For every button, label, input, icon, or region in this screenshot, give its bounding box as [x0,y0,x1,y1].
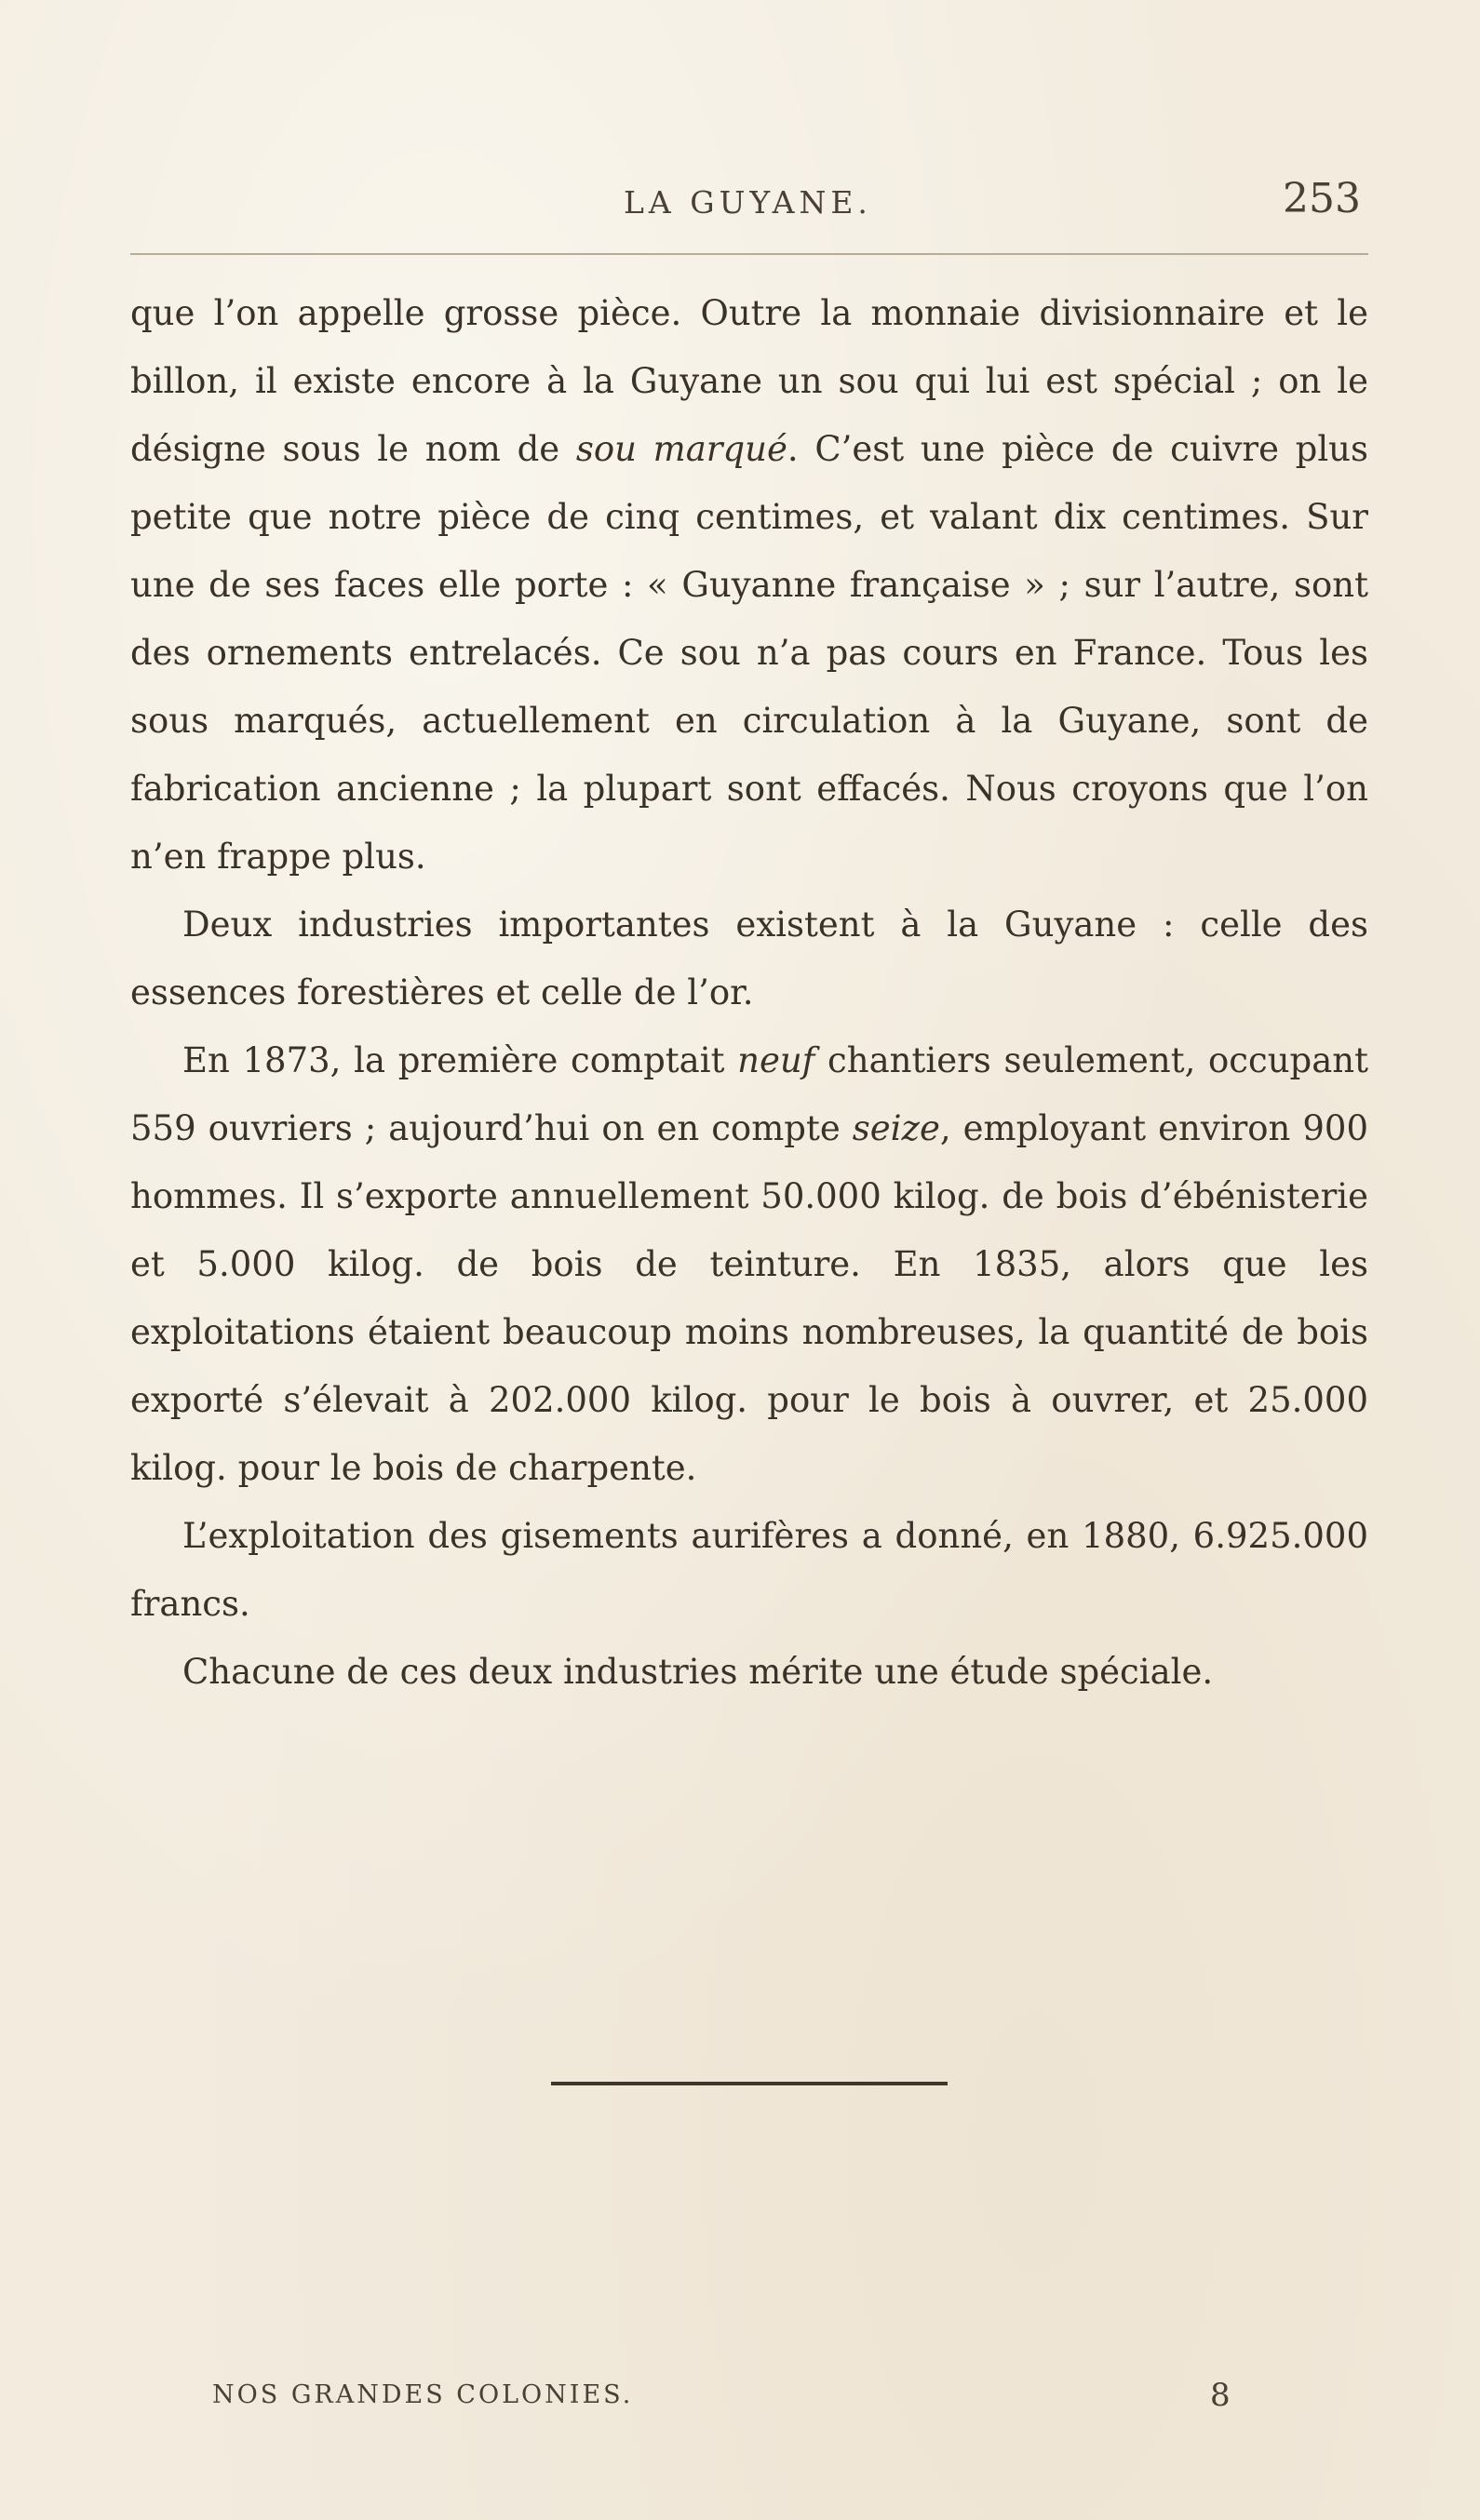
italic-term: seize [852,1108,940,1148]
text-segment: . C’est une pièce de cuivre plus petite que notre pièce de cinq centimes, et valant dix centimes. Sur une de ses faces elle porte : « Guyanne française » ; sur l’autre, sont des ornements entrelacés. Ce sou n’a pas cours en France. Tous les sous marqués, actuellement en circulation à la Guyane, sont de fabrication ancienne ; la plupart sont effacés. Nous croyons que l’on n’en frappe plus. [130,429,1368,877]
text-segment: que l’on appelle grosse pièce. Outre la monnaie divisionnaire et le billon, il existe encore à la Guyane un sou qui lui est spécial ; on le désigne sous le nom de [130,293,1368,469]
page-number: 253 [1283,175,1361,222]
paragraph-3 [130,1026,1368,1502]
running-title: LA GUYANE. [624,184,872,221]
text-segment: chantiers seulement, occupant 559 ouvriers ; aujourd’hui on en compte [130,1040,1369,1148]
paragraph-2 [130,891,1368,1026]
italic-term: neuf [737,1040,815,1080]
body-text [130,279,1368,1706]
paragraph-4 [130,1502,1368,1638]
italic-term: sou marqué [575,429,787,469]
header-rule [130,253,1368,255]
signature-number: 8 [1210,2377,1231,2414]
paragraph-5 [130,1638,1368,1706]
page-header [130,175,1368,240]
signature-mark: NOS GRANDES COLONIES. [212,2380,634,2409]
text-segment: En 1873, la première comptait [182,1040,738,1080]
text-segment: Chacune de ces deux industries mérite une étude spéciale. [182,1652,1214,1692]
text-segment: Deux industries importantes existent à la Guyane : celle des essences forestières et celle de l’or. [130,905,1368,1012]
text-segment: , employant environ 900 hommes. Il s’exporte annuellement 50.000 kilog. de bois d’ébénisterie et 5.000 kilog. de bois de teinture. En 1835, alors que les exploitations étaient beaucoup moins nombreuses, la quantité de bois exporté s’élevait à 202.000 kilog. pour le bois à ouvrer, et 25.000 kilog. pour le bois de charpente. [130,1108,1368,1488]
paragraph-1 [130,279,1368,891]
end-rule [551,2082,948,2085]
text-segment: L’exploitation des gisements aurifères a donné, en 1880, 6.925.000 francs. [130,1516,1368,1624]
page-footer [212,2377,1236,2427]
